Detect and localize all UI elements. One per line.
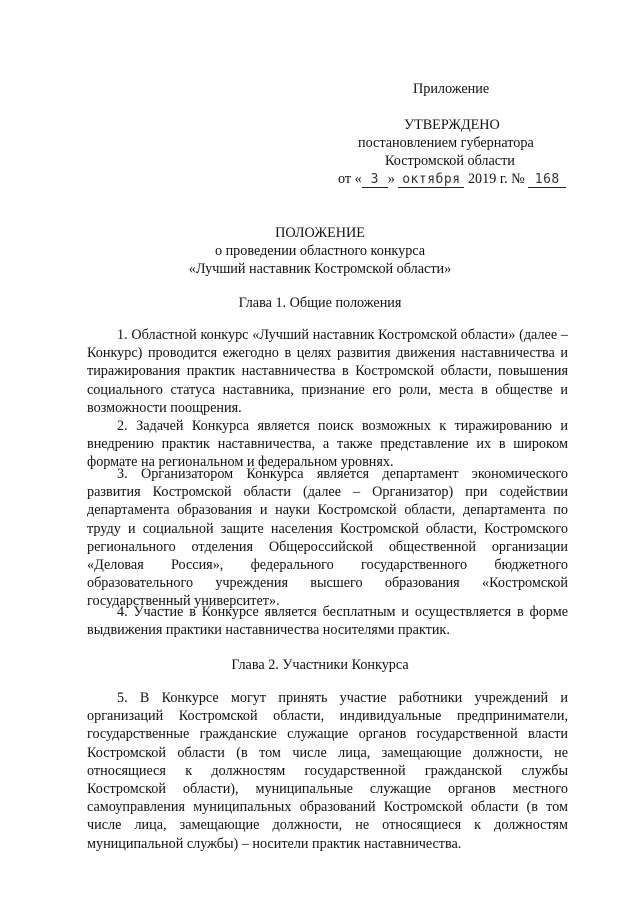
paragraph-4-text: 4. Участие в Конкурсе является бесплатным и осуществляется в форме выдвижения практики наставничества носителями практик. <box>87 604 568 639</box>
chapter-2-heading: Глава 2. Участники Конкурса <box>231 657 409 673</box>
paragraph-2-text: 2. Задачей Конкурса является поиск возможных к тиражированию и внедрению практик наставничества, а также представление их в широком формате на региональном и федеральном уровнях. <box>87 418 568 471</box>
doc-title: ПОЛОЖЕНИЕ <box>275 225 365 241</box>
doc-subtitle-1: о проведении областного конкурса <box>214 243 426 259</box>
approved-label: УТВЕРЖДЕНО <box>404 117 500 133</box>
chapter-1-heading: Глава 1. Общие положения <box>238 295 402 311</box>
date-mid: » <box>387 171 395 187</box>
date-month: октября <box>398 173 464 188</box>
date-day: 3 <box>362 173 388 188</box>
paragraph-4 <box>87 603 568 639</box>
doc-subtitle-2: «Лучший наставник Костромской области» <box>188 261 452 277</box>
paragraph-5-text: 5. В Конкурсе могут принять участие работники учреждений и организаций Костромской области, индивидуальные предприниматели, государственные гражданские служащие органов государственной власти Костромской области (в том числе лица, замещающие должности, не относящиеся к должностям государственной гражданской службы Костромской области), муниципальные служащие органов местного самоуправления муниципальных образований Костромской области (в том числе лица, замещающие должности, не относящиеся к должностям муниципальной службы) – носители практик наставничества. <box>87 690 568 852</box>
paragraph-3-text: 3. Организатором Конкурса является департамент экономического развития Костромской области (далее – Организатор) при содействии департамента образования и науки Костромской области, департамента по труду и социальной защите населения Костромской области, Костромского регионального отделения Общероссийской общественной организации «Деловая Россия», федерального государственного бюджетного образовательного учреждения высшего образования «Костромской государственный университет». <box>87 466 568 610</box>
appendix-label: Приложение <box>413 81 490 97</box>
date-prefix: от « <box>338 171 362 187</box>
date-line <box>338 170 566 188</box>
paragraph-5 <box>87 689 568 853</box>
paragraph-3 <box>87 465 568 611</box>
paragraph-2 <box>87 417 568 472</box>
date-year: 2019 г. № <box>467 171 525 187</box>
decree-line: постановлением губернатора <box>358 135 534 151</box>
paragraph-1 <box>87 326 568 417</box>
paragraph-1-text: 1. Областной конкурс «Лучший наставник Костромской области» (далее – Конкурс) проводится ежегодно в целях развития движения наставничества и тиражирования практик наставничества в Костромской области, повышения социального статуса наставника, признание его роли, места в обществе и возможности поощрения. <box>87 327 568 416</box>
decree-number: 168 <box>528 173 566 188</box>
region-line: Костромской области <box>385 153 515 169</box>
